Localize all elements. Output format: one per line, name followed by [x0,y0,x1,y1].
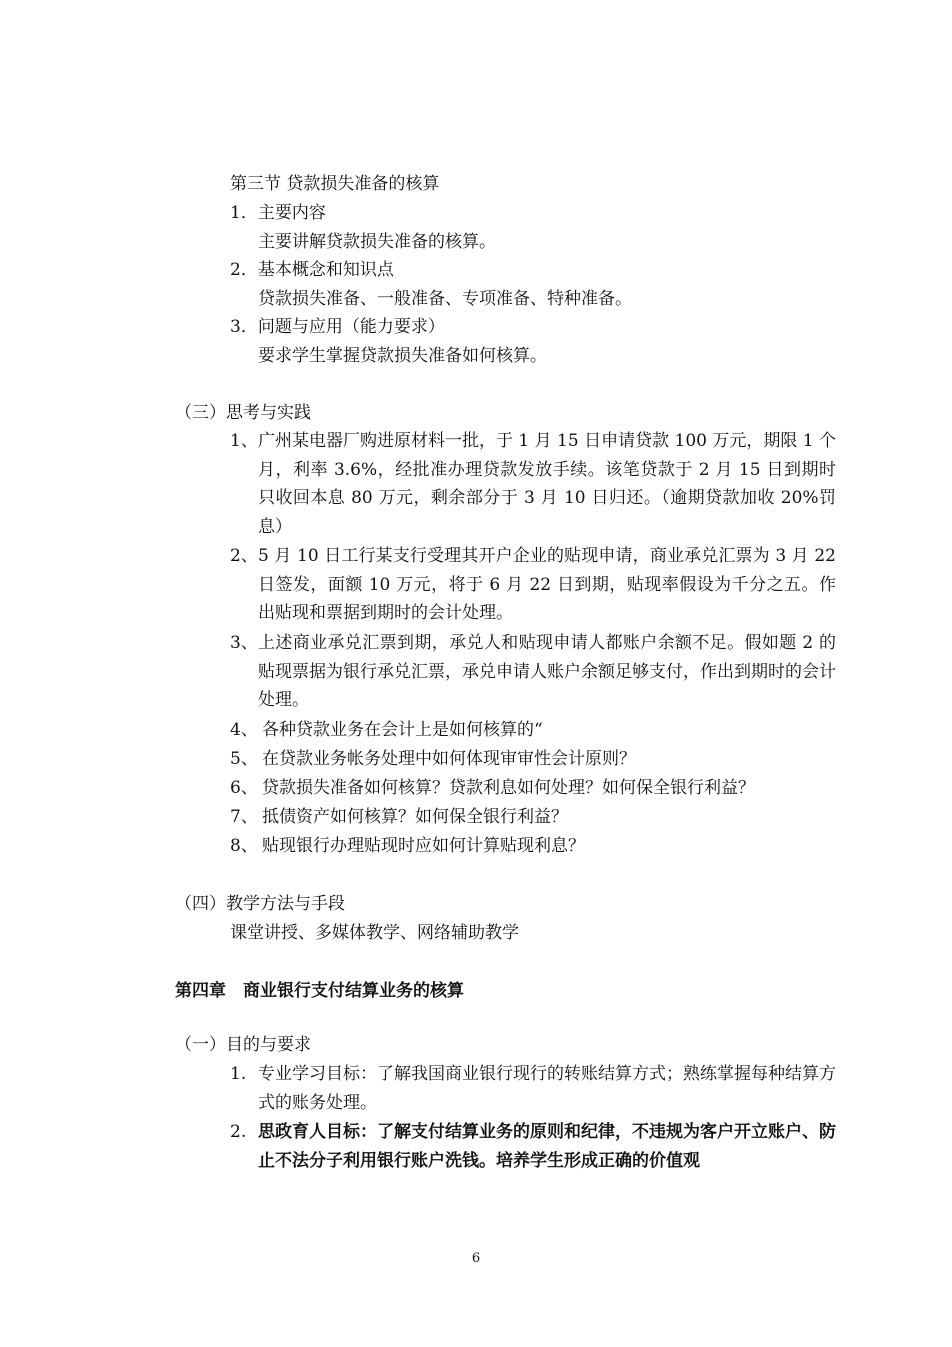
practice-heading: （三）思考与实践 [175,403,311,423]
list-item-text: 各种贷款业务在会计上是如何核算的“ [262,720,543,740]
list-item-text: 广州某电器厂购进原材料一批，于 1 月 15 日申请贷款 100 万元，期限 1 个月，利率 3.6%，经批准办理贷款发放手续。该笔贷款于 2 月 15 日到期时只收回本息 80 万元，剩余部分于 3 月 10 日归还。（逾期贷款加收 20%罚息） [258,431,836,538]
section-item-heading: 1．主要内容 [230,203,326,223]
list-item-text: 专业学习目标：了解我国商业银行现行的转账结算方式；熟练掌握每种结算方式的账务处理。 [258,1064,836,1113]
list-item-number: 1. [230,1064,247,1084]
list-item-number: 2. [230,1122,247,1142]
list-item-text: 上述商业承兑汇票到期，承兑人和贴现申请人都账户余额不足。假如题 2 的贴现票据为银行承兑汇票，承兑申请人账户余额足够支付，作出到期时的会计处理。 [258,633,836,711]
list-item-number: 4、 [230,720,258,740]
list-item-number: 8、 [230,836,258,856]
goals-heading: （一）目的与要求 [175,1035,311,1055]
list-item-text: 在贷款业务帐务处理中如何体现审审性会计原则？ [262,749,636,769]
list-item-number: 5、 [230,749,258,769]
list-item-text: 思政育人目标：了解支付结算业务的原则和纪律，不违规为客户开立账户、防止不法分子利用银行账户洗钱。培养学生形成正确的价值观 [258,1122,836,1171]
list-item-text: 贴现银行办理贴现时应如何计算贴现利息？ [262,836,585,856]
page-number: 6 [471,1251,481,1266]
list-item-number: 6、 [230,778,258,798]
list-item-text: 抵债资产如何核算？如何保全银行利益？ [262,807,568,827]
section-item-text: 贷款损失准备、一般准备、专项准备、特种准备。 [258,289,632,309]
methods-text: 课堂讲授、多媒体教学、网络辅助教学 [230,923,519,943]
section-item-heading: 2．基本概念和知识点 [230,260,394,280]
section-item-text: 要求学生掌握贷款损失准备如何核算。 [258,346,547,366]
section-title: 第三节 贷款损失准备的核算 [230,174,440,194]
section-item-heading: 3．问题与应用（能力要求） [230,317,445,337]
list-item-number: 1、 [230,431,258,451]
methods-heading: （四）教学方法与手段 [175,894,345,914]
list-item-number: 7、 [230,807,258,827]
list-item-text: 贷款损失准备如何核算？贷款利息如何处理？如何保全银行利益？ [262,778,755,798]
section-item-text: 主要讲解贷款损失准备的核算。 [258,232,496,252]
list-item-text: 5 月 10 日工行某支行受理其开户企业的贴现申请，商业承兑汇票为 3 月 22 日签发，面额 10 万元，将于 6 月 22 日到期，贴现率假设为千分之五。作出贴现和票据到期时的会计处理。 [258,546,836,624]
list-item-number: 2、 [230,546,258,566]
chapter-title: 第四章 商业银行支付结算业务的核算 [175,981,464,1001]
list-item-number: 3、 [230,633,258,653]
